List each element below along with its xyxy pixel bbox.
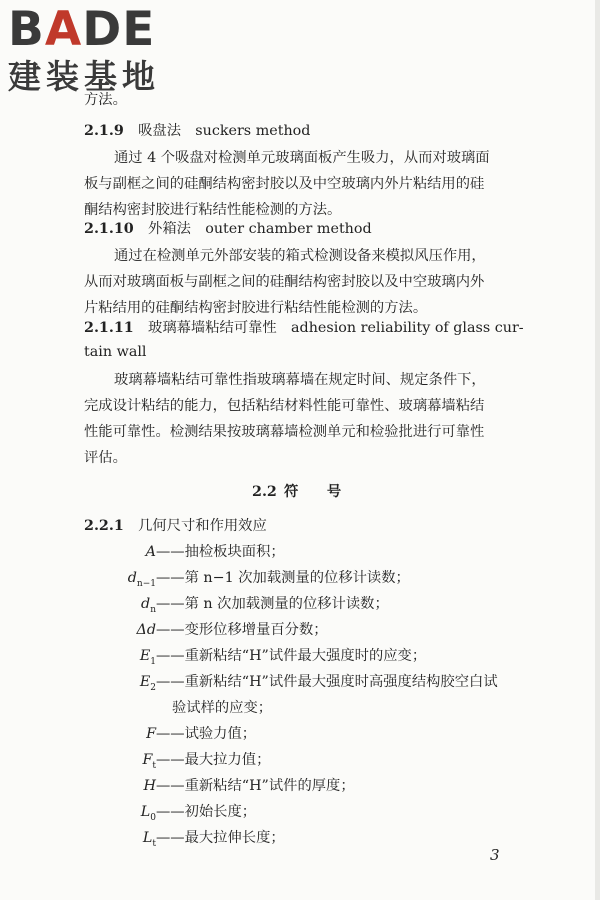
intro-tail: 方法。 [84,92,127,108]
symbol-term: $E_2$ [139,674,156,693]
symbol-term: $F_t$ [142,752,156,771]
section-2-1-11-heading: 2.1.11 玻璃幕墙粘结可靠性 adhesion reliability of glass cur- [84,320,524,336]
paragraph-line: 通过 4 个吸盘对检测单元玻璃面板产生吸力，从而对玻璃面 [114,150,490,166]
paragraph-line: 从而对玻璃面板与副框之间的硅酮结构密封胶以及中空玻璃内外 [84,274,485,290]
brand-logo [8,4,160,97]
paragraph-line: 性能可靠性。检测结果按玻璃幕墙检测单元和检验批进行可靠性 [84,424,485,440]
paragraph-line: 玻璃幕墙粘结可靠性指玻璃幕墙在规定时间、规定条件下， [114,372,486,388]
section-2-1-10-heading: 2.1.10 外箱法 outer chamber method [84,221,372,237]
section-2-2-heading: 2.2 符 号 [252,484,342,500]
symbol-definition: ——最大拉伸长度； [156,830,285,846]
symbol-definition: ——重新粘结“H”试件最大强度时高强度结构胶空白试 [156,674,498,690]
section-2-2-1-heading: 2.2.1 几何尺寸和作用效应 [84,518,267,534]
symbol-term: $d_{n-1}$ [127,570,156,589]
symbol-term: H [143,778,156,794]
section-2-1-9-heading: 2.1.9 吸盘法 suckers method [84,123,311,139]
section-2-1-11-heading-cont: tain wall [84,344,147,360]
symbol-definition: ——试验力值； [156,726,257,742]
paragraph-line: 通过在检测单元外部安装的箱式检测设备来模拟风压作用， [114,248,486,264]
symbol-term: $E_1$ [139,648,156,667]
symbol-definition-cont: 验试样的应变； [172,700,273,716]
symbol-definition: ——第 n 次加载测量的位移计读数； [156,596,389,612]
symbol-definition: ——重新粘结“H”试件最大强度时的应变； [156,648,427,664]
paragraph-line: 片粘结用的硅酮结构密封胶进行粘结性能检测的方法。 [84,300,428,316]
paragraph-line: 评估。 [84,450,127,466]
symbol-definition: ——第 n−1 次加载测量的位移计读数； [156,570,410,586]
paragraph-line: 完成设计粘结的能力，包括粘结材料性能可靠性、玻璃幕墙粘结 [84,398,485,414]
symbol-definition: ——最大拉力值； [156,752,271,768]
paragraph-line: 板与副框之间的硅酮结构密封胶以及中空玻璃内外片粘结用的硅 [84,176,485,192]
logo-subtitle: 建装基地 [8,57,160,96]
logo-wordmark: BADE [8,2,156,57]
symbol-term: F [146,726,156,742]
symbol-definition: ——变形位移增量百分数； [156,622,328,638]
symbol-definition: ——初始长度； [156,804,257,820]
symbol-term: $L_t$ [142,830,156,849]
symbol-term: Δd [136,622,156,638]
symbol-definition: ——重新粘结“H”试件的厚度； [156,778,355,794]
symbol-term: $d_n$ [141,596,156,615]
symbol-term: A [145,544,156,560]
symbol-term: $L_0$ [140,804,156,823]
symbol-definition: ——抽检板块面积； [156,544,285,560]
page-edge [595,0,600,900]
page-number: 3 [490,846,500,864]
paragraph-line: 酮结构密封胶进行粘结性能检测的方法。 [84,202,342,218]
